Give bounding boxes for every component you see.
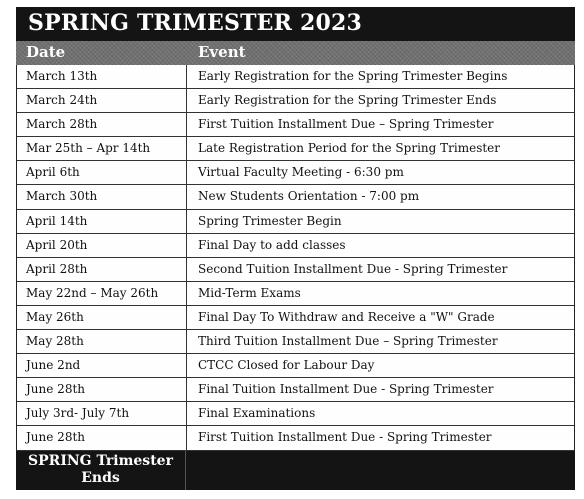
event-cell: Mid-Term Exams: [198, 285, 301, 300]
table-row: [17, 210, 574, 234]
page-title: SPRING TRIMESTER 2023: [28, 10, 363, 36]
table-row: [17, 89, 574, 113]
footer-label-line2: Ends: [81, 470, 120, 486]
schedule-sheet: [16, 7, 575, 490]
event-cell: Early Registration for the Spring Trimester Ends: [198, 93, 497, 108]
event-cell: CTCC Closed for Labour Day: [198, 358, 375, 373]
date-cell: May 22nd – May 26th: [17, 282, 187, 305]
date-cell: March 28th: [17, 113, 187, 136]
date-cell: Mar 25th – Apr 14th: [17, 137, 187, 160]
table-row: [17, 330, 574, 354]
event-cell: Spring Trimester Begin: [198, 213, 342, 228]
date-cell: March 30th: [17, 185, 187, 208]
event-cell: Early Registration for the Spring Trimester Begins: [198, 69, 508, 83]
column-header-date: Date: [26, 43, 66, 61]
table-row: [17, 282, 574, 306]
table-row: [17, 426, 574, 450]
date-cell: May 28th: [17, 330, 187, 353]
table-row: [17, 161, 574, 185]
table-row: [17, 378, 574, 402]
table-row: [17, 258, 574, 282]
date-cell: April 6th: [17, 161, 187, 184]
event-cell: New Students Orientation - 7:00 pm: [198, 189, 420, 204]
date-cell: June 28th: [17, 378, 187, 401]
date-cell: June 28th: [17, 426, 187, 449]
event-cell: Final Tuition Installment Due - Spring Trimester: [198, 382, 494, 397]
table-footer: [16, 451, 575, 490]
title-bar: [16, 7, 575, 41]
event-cell: Third Tuition Installment Due – Spring Trimester: [198, 334, 498, 349]
date-cell: July 3rd- July 7th: [17, 402, 187, 425]
footer-label: [16, 451, 186, 490]
event-cell: Late Registration Period for the Spring Trimester: [198, 141, 501, 156]
table-row: [17, 234, 574, 258]
event-cell: First Tuition Installment Due - Spring Trimester: [198, 430, 492, 445]
date-cell: June 2nd: [17, 354, 187, 377]
date-cell: March 24th: [17, 89, 187, 112]
column-header-event: Event: [198, 43, 246, 61]
table-row: [17, 65, 574, 89]
table-row: [17, 113, 574, 137]
event-cell: Final Examinations: [198, 406, 316, 421]
event-cell: Second Tuition Installment Due - Spring Trimester: [198, 261, 508, 276]
event-cell: First Tuition Installment Due – Spring Trimester: [198, 117, 494, 132]
date-cell: April 14th: [17, 210, 187, 233]
table-header: [16, 41, 575, 65]
event-cell: Virtual Faculty Meeting - 6:30 pm: [198, 165, 404, 180]
table-row: [17, 137, 574, 161]
event-cell: Final Day to add classes: [198, 237, 346, 252]
table-row: [17, 185, 574, 209]
schedule-table-body: [16, 65, 575, 451]
footer-empty-cell: [186, 451, 575, 490]
date-cell: May 26th: [17, 306, 187, 329]
event-cell: Final Day To Withdraw and Receive a "W" Grade: [198, 309, 495, 324]
date-cell: April 20th: [17, 234, 187, 257]
table-row: [17, 354, 574, 378]
date-cell: April 28th: [17, 258, 187, 281]
table-row: [17, 306, 574, 330]
date-cell: March 13th: [17, 65, 187, 88]
table-row: [17, 402, 574, 426]
footer-label-line1: SPRING Trimester: [28, 453, 173, 469]
